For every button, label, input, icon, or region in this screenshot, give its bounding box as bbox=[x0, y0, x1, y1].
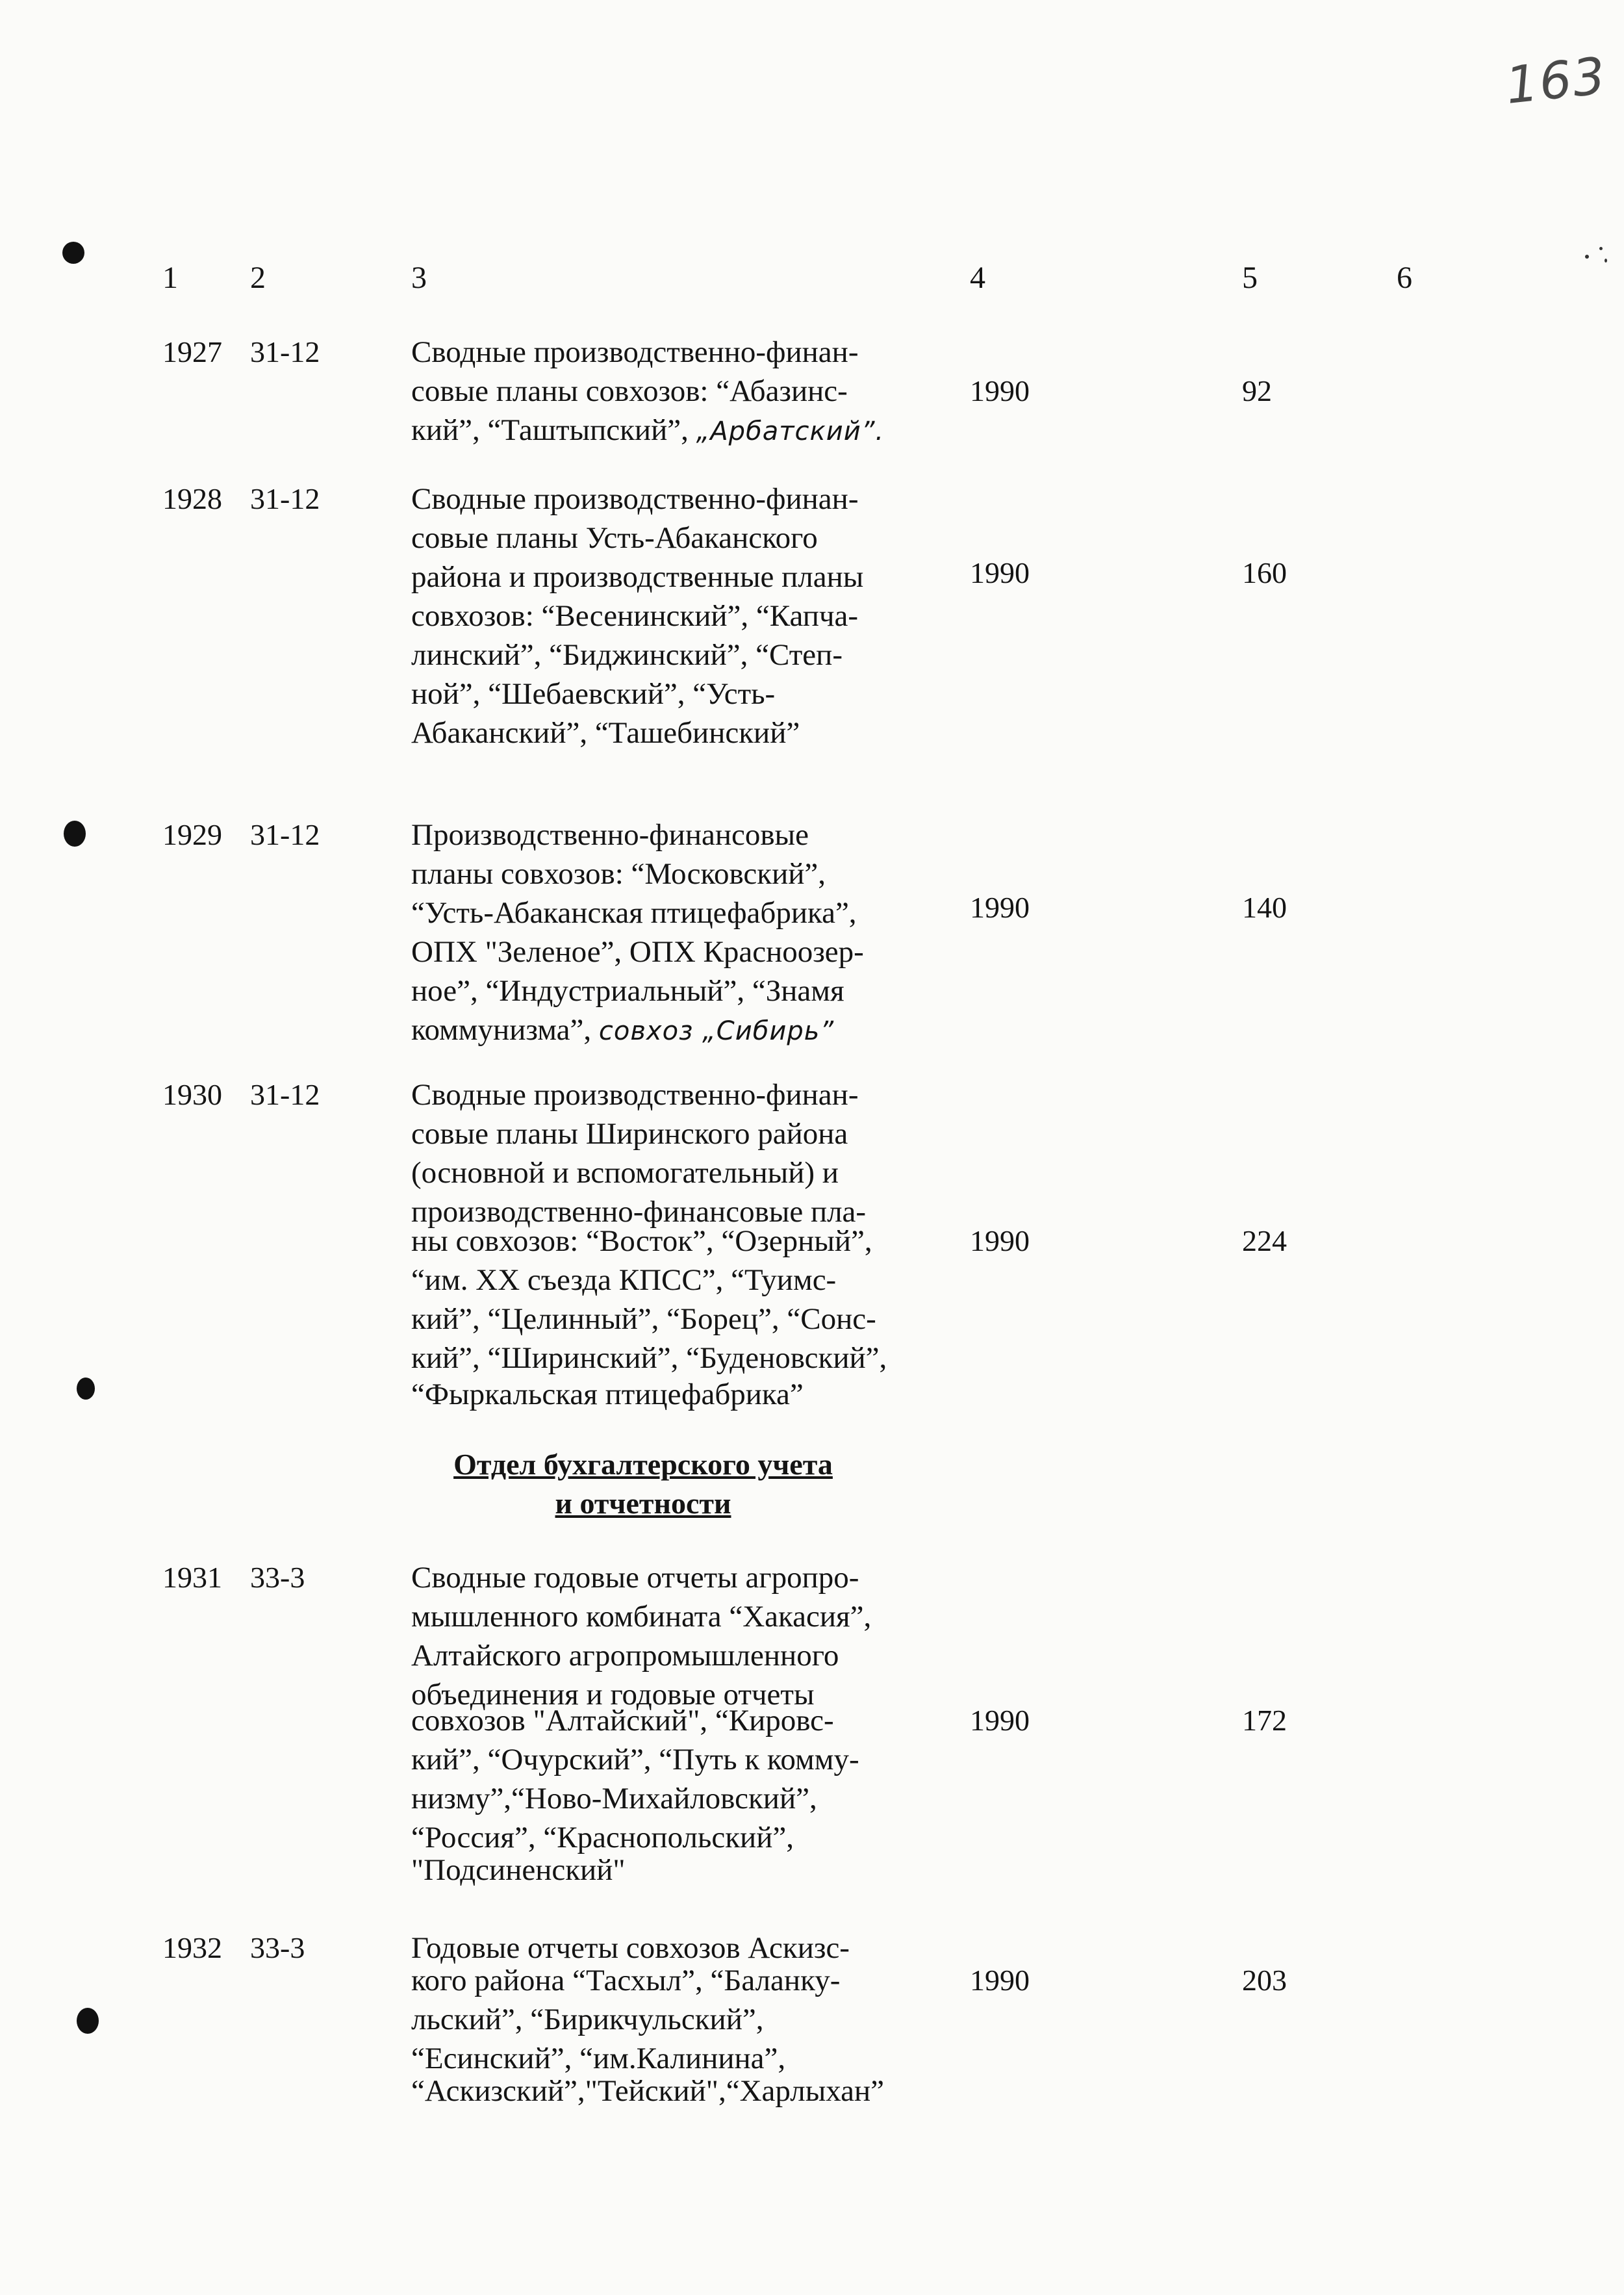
record-title-line: “Аскизский”,"Тейский",“Харлыхан” bbox=[411, 2074, 885, 2108]
record-title-line: Алтайского агропромышленного bbox=[411, 1639, 839, 1673]
record-title-line: мышленного комбината “Хакасия”, bbox=[411, 1600, 872, 1634]
record-number: 1931 bbox=[162, 1561, 222, 1594]
record-year: 1990 bbox=[970, 556, 1030, 589]
handwritten-note: „Арбатский”. bbox=[696, 417, 885, 446]
record-sheets: 224 bbox=[1242, 1224, 1287, 1257]
column-header-3: 3 bbox=[411, 261, 427, 295]
record-title-line: планы совхозов: “Московский”, bbox=[411, 857, 826, 891]
punch-hole-2 bbox=[64, 821, 86, 847]
record-title-line: “Фыркальская птицефабрика” bbox=[411, 1378, 804, 1411]
record-number: 1932 bbox=[162, 1931, 222, 1964]
record-title-line: Сводные производственно-финан- bbox=[411, 1078, 859, 1112]
record-title-text: кий”, “Таштыпский”, bbox=[411, 413, 689, 447]
column-header-5: 5 bbox=[1242, 261, 1258, 295]
record-ref: 33-3 bbox=[250, 1561, 305, 1594]
record-title-line: Сводные производственно-финан- bbox=[411, 335, 859, 369]
record-title-line: совые планы Усть-Абаканского bbox=[411, 521, 818, 555]
record-title-line: района и производственные планы bbox=[411, 560, 864, 594]
record-title-line: кий”, “Очурский”, “Путь к комму- bbox=[411, 1743, 859, 1776]
record-ref: 31-12 bbox=[250, 1078, 320, 1111]
record-title-line: “Есинский”, “им.Калинина”, bbox=[411, 2042, 786, 2075]
record-number: 1927 bbox=[162, 335, 222, 368]
record-sheets: 160 bbox=[1242, 556, 1287, 589]
column-header-6: 6 bbox=[1397, 261, 1412, 295]
record-title-line: совхозов: “Весенинский”, “Капча- bbox=[411, 599, 859, 633]
page-number: 163 bbox=[1503, 47, 1610, 116]
record-title-text: коммунизма”, bbox=[411, 1013, 592, 1047]
record-number: 1929 bbox=[162, 818, 222, 851]
record-title-line: Производственно-финансовые bbox=[411, 818, 809, 852]
record-title-line: кий”, “Целинный”, “Борец”, “Сонс- bbox=[411, 1302, 876, 1336]
record-title-line: Абаканский”, “Ташебинский” bbox=[411, 716, 800, 750]
record-year: 1990 bbox=[970, 374, 1030, 407]
punch-hole-1 bbox=[62, 242, 84, 264]
record-title-line: кого района “Тасхыл”, “Баланку- bbox=[411, 1964, 841, 1997]
record-title-line bbox=[411, 411, 884, 451]
record-title-line: производственно-финансовые пла- bbox=[411, 1195, 867, 1229]
record-year: 1990 bbox=[970, 1704, 1030, 1737]
record-title-line: (основной и вспомогательный) и bbox=[411, 1156, 839, 1190]
record-ref: 33-3 bbox=[250, 1931, 305, 1964]
record-title-line bbox=[411, 1010, 834, 1051]
scan-speck bbox=[1585, 255, 1589, 259]
record-sheets: 203 bbox=[1242, 1964, 1287, 1997]
scan-speck bbox=[1605, 259, 1607, 263]
column-header-2: 2 bbox=[250, 261, 266, 295]
record-title-line: “им. XX съезда КПСС”, “Туимс- bbox=[411, 1263, 837, 1297]
record-sheets: 92 bbox=[1242, 374, 1272, 407]
record-title-line: совые планы совхозов: “Абазинс- bbox=[411, 374, 848, 408]
record-title-line: линский”, “Биджинский”, “Степ- bbox=[411, 638, 843, 672]
record-ref: 31-12 bbox=[250, 335, 320, 368]
record-number: 1930 bbox=[162, 1078, 222, 1111]
section-title: Отдел бухгалтерского учета bbox=[453, 1448, 833, 1481]
scan-speck bbox=[1599, 247, 1603, 250]
record-title-line: совхозов "Алтайский", “Кировс- bbox=[411, 1704, 834, 1737]
record-title-line: Сводные годовые отчеты агропро- bbox=[411, 1561, 859, 1595]
record-year: 1990 bbox=[970, 1964, 1030, 1997]
column-header-1: 1 bbox=[162, 261, 178, 295]
record-title-line: совые планы Ширинского района bbox=[411, 1117, 848, 1151]
record-title-line: “Россия”, “Краснопольский”, bbox=[411, 1821, 794, 1854]
record-title-line: объединения и годовые отчеты bbox=[411, 1678, 815, 1712]
record-ref: 31-12 bbox=[250, 482, 320, 515]
record-year: 1990 bbox=[970, 891, 1030, 924]
record-title-line: ное”, “Индустриальный”, “Знамя bbox=[411, 974, 844, 1008]
record-sheets: 140 bbox=[1242, 891, 1287, 924]
punch-hole-4 bbox=[77, 2008, 99, 2034]
record-title-line: низму”,“Ново-Михайловский”, bbox=[411, 1782, 817, 1815]
record-title-line: льский”, “Бирикчульский”, bbox=[411, 2003, 764, 2036]
record-title-line: ной”, “Шебаевский”, “Усть- bbox=[411, 677, 776, 711]
record-title-line: "Подсиненский" bbox=[411, 1853, 626, 1887]
record-title-line: кий”, “Ширинский”, “Буденовский”, bbox=[411, 1341, 887, 1375]
record-year: 1990 bbox=[970, 1224, 1030, 1257]
handwritten-note: совхоз „Сибирь” bbox=[598, 1016, 835, 1046]
section-title: и отчетности bbox=[555, 1487, 731, 1520]
record-number: 1928 bbox=[162, 482, 222, 515]
record-title-line: ОПХ "Зеленое”, ОПХ Красноозер- bbox=[411, 935, 864, 969]
column-header-4: 4 bbox=[970, 261, 985, 295]
record-sheets: 172 bbox=[1242, 1704, 1287, 1737]
punch-hole-3 bbox=[77, 1378, 95, 1400]
record-title-line: Сводные производственно-финан- bbox=[411, 482, 859, 516]
record-ref: 31-12 bbox=[250, 818, 320, 851]
record-title-line: ны совхозов: “Восток”, “Озерный”, bbox=[411, 1224, 872, 1258]
record-title-line: “Усть-Абаканская птицефабрика”, bbox=[411, 896, 857, 930]
record-title-line: Годовые отчеты совхозов Аскизс- bbox=[411, 1931, 850, 1965]
